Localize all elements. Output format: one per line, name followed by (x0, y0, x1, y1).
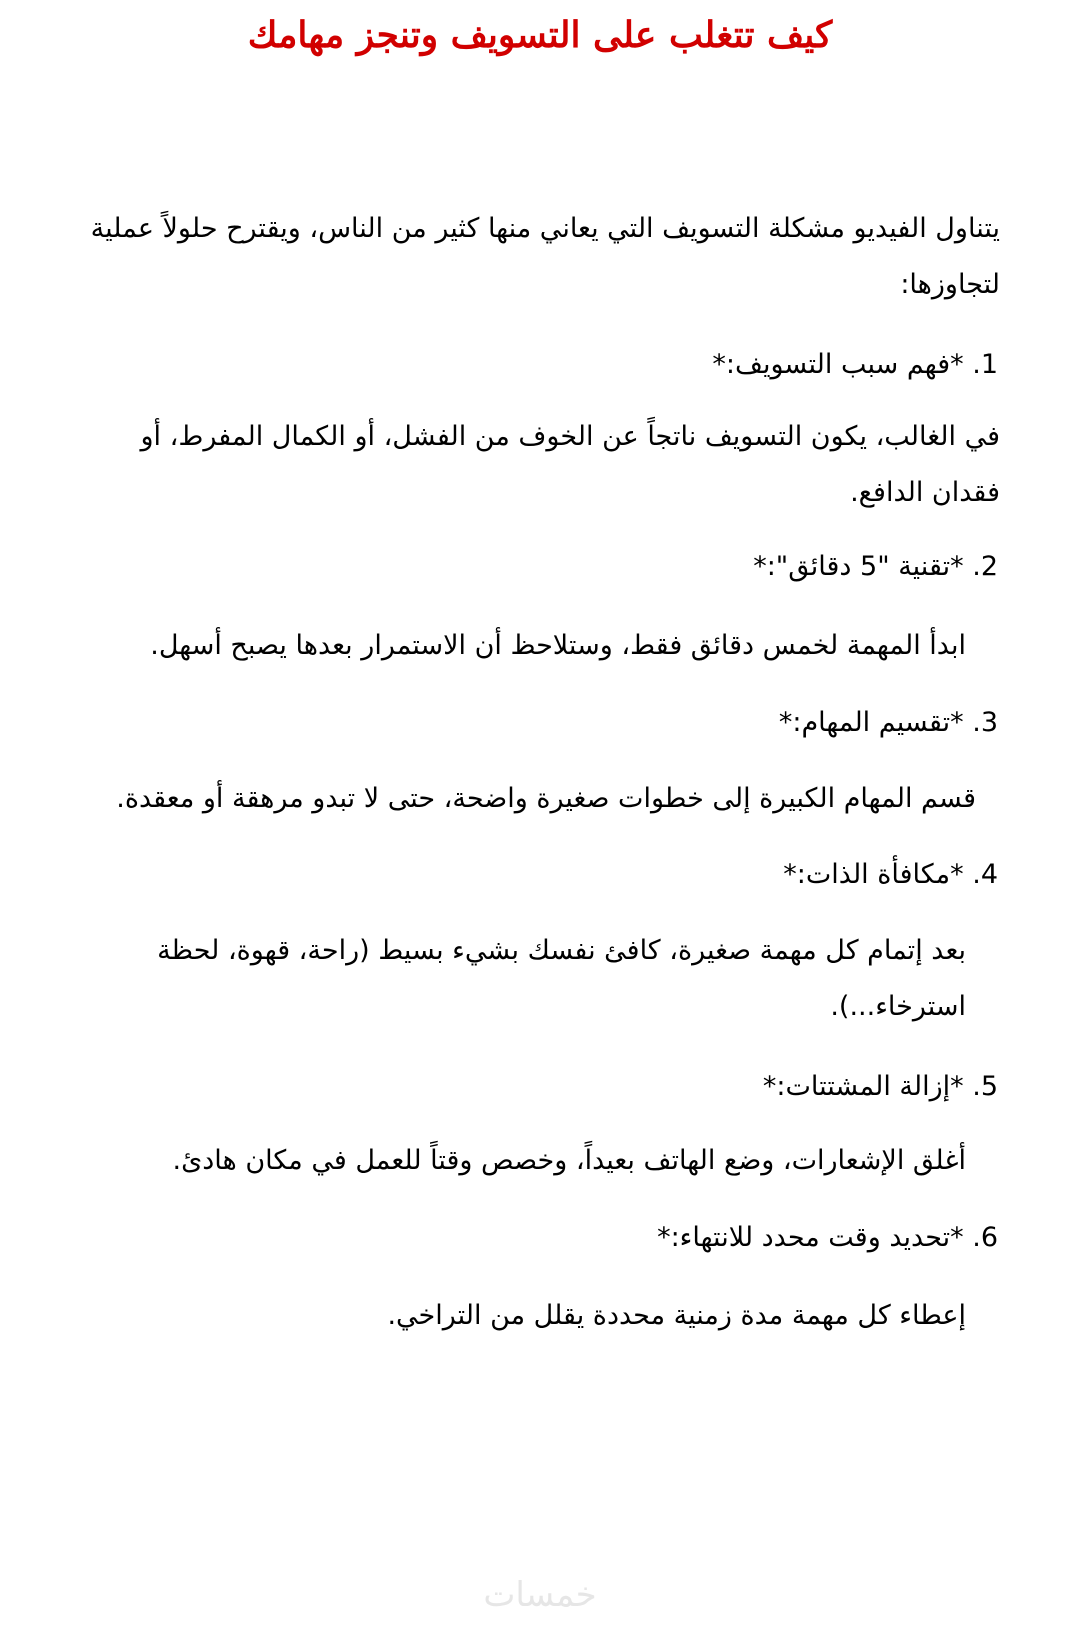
section-heading-5: 5. *إزالة المشتتات:* (762, 1071, 998, 1102)
section-heading-6: 6. *تحديد وقت محدد للانتهاء:* (657, 1222, 998, 1253)
section-body-1: في الغالب، يكون التسويف ناتجاً عن الخوف من الفشل، أو الكمال المفرط، أو فقدان الدافع. (140, 421, 1000, 508)
section-body-5: أغلق الإشعارات، وضع الهاتف بعيداً، وخصص وقتاً للعمل في مكان هادئ. (172, 1145, 966, 1176)
section-body-4: بعد إتمام كل مهمة صغيرة، كافئ نفسك بشيء بسيط (راحة، قهوة، لحظة استرخاء...). (157, 935, 966, 1022)
document-title: كيف تتغلب على التسويف وتنجز مهامك (247, 14, 833, 56)
section-heading-3: 3. *تقسيم المهام:* (778, 707, 998, 738)
section-heading-1: 1. *فهم سبب التسويف:* (712, 349, 998, 380)
section-body-2: ابدأ المهمة لخمس دقائق فقط، وستلاحظ أن الاستمرار بعدها يصبح أسهل. (150, 630, 966, 661)
section-heading-4: 4. *مكافأة الذات:* (783, 859, 998, 890)
watermark-logo: خمسات (483, 1575, 597, 1615)
section-body-6: إعطاء كل مهمة مدة زمنية محددة يقلل من التراخي. (387, 1300, 966, 1331)
section-heading-2: 2. *تقنية "5 دقائق":* (753, 551, 998, 582)
section-body-3: قسم المهام الكبيرة إلى خطوات صغيرة واضحة، حتى لا تبدو مرهقة أو معقدة. (116, 783, 976, 814)
intro-paragraph: يتناول الفيديو مشكلة التسويف التي يعاني منها كثير من الناس، ويقترح حلولاً عملية لتجاوزها: (90, 213, 1000, 300)
